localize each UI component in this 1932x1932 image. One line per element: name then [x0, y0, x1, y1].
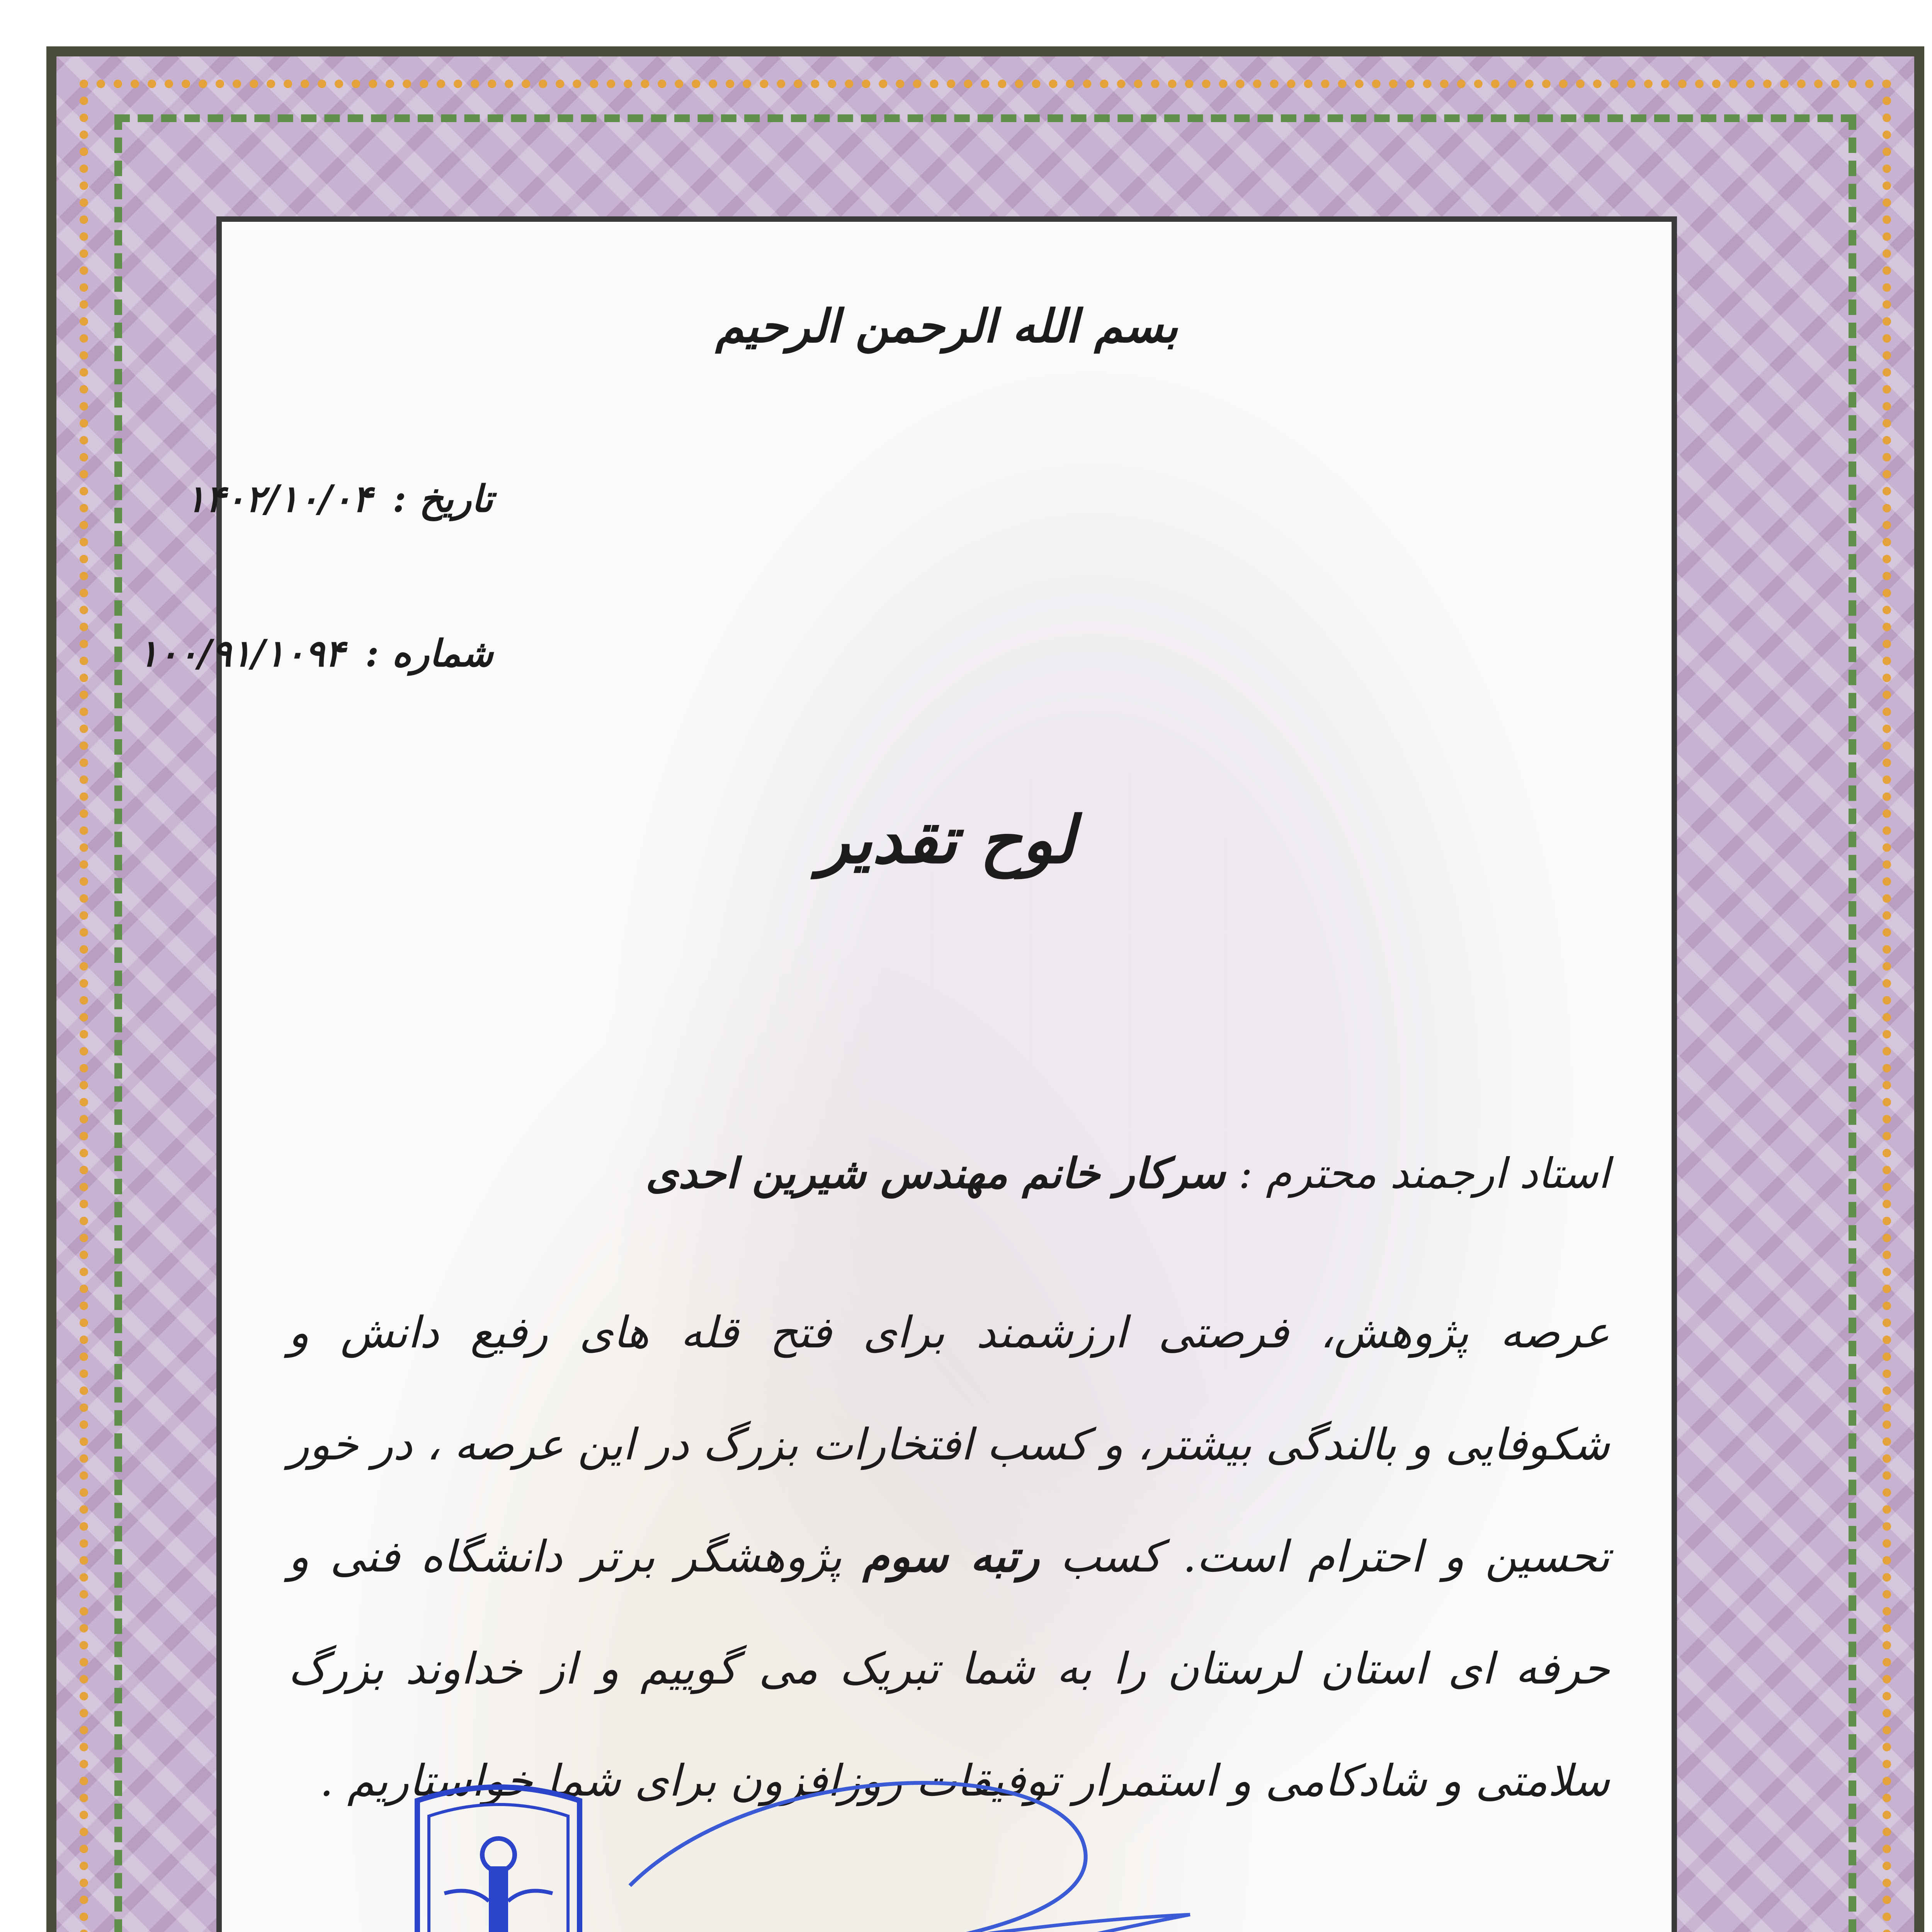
date-line — [185, 477, 493, 520]
number-line — [138, 631, 493, 675]
date-value: ۱۴۰۲/۱۰/۰۴ — [185, 477, 372, 520]
body-text-part2: پژوهشگر برتر دانشگاه فنی و حرفه ای استان لرستان را به شما تبریک می گوییم و از خداوند بزرگ سلامتی و شادکامی و استمرار توفیقات روزافزون برای شما خواستاریم . — [288, 1532, 1610, 1806]
certificate-panel — [138, 216, 1677, 1932]
handwritten-signature-icon — [483, 1739, 1236, 1932]
rank-text: رتبه سوم — [862, 1531, 1039, 1582]
recipient-name: سرکار خانم مهندس شیرین احدی — [645, 1149, 1225, 1198]
certificate-title: لوح تقدیر — [818, 801, 1075, 878]
bismillah-heading: بسم الله الرحمن الرحیم — [715, 299, 1178, 353]
recipient-line — [646, 1149, 1610, 1198]
body-text-part1: عرصه پژوهش، فرصتی ارزشمند برای فتح قله های رفیع دانش و شکوفایی و بالندگی بیشتر، و کسب افتخارات بزرگ در این عرصه ، در خور تحسین و احترام است. کسب — [288, 1308, 1610, 1582]
number-value: ۱۰۰/۹۱/۱۰۹۴ — [138, 631, 345, 675]
date-label: تاریخ : — [393, 477, 493, 520]
number-label: شماره : — [365, 631, 493, 675]
recipient-prefix: استاد ارجمند محترم : — [1238, 1150, 1610, 1198]
